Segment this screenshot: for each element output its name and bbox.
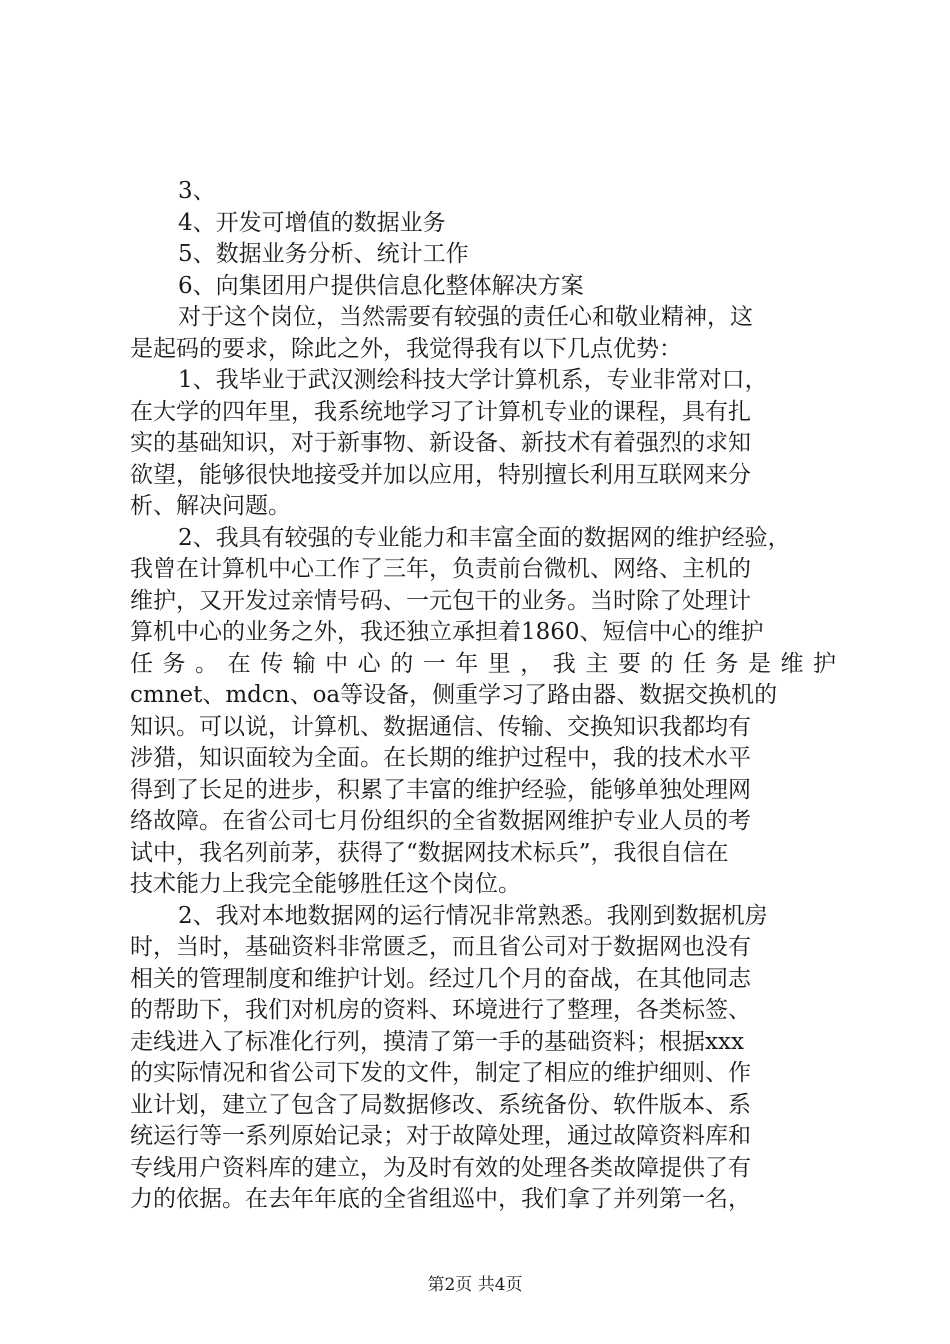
text-line: 的实际情况和省公司下发的文件，制定了相应的维护细则、作 [130, 1060, 751, 1086]
text-line: 算机中心的业务之外，我还独立承担着1860、短信中心的维护 [130, 619, 764, 645]
text-line: 6、向集团用户提供信息化整体解决方案 [178, 272, 584, 299]
text-line: 1、我毕业于武汉测绘科技大学计算机系，专业非常对口， [178, 367, 768, 393]
text-line: 2、我对本地数据网的运行情况非常熟悉。我刚到数据机房 [178, 902, 768, 929]
text-line: 统运行等一系列原始记录；对于故障处理，通过故障资料库和 [130, 1123, 751, 1149]
text-line: 5、数据业务分析、统计工作 [178, 241, 469, 267]
text-line: 知识。可以说，计算机、数据通信、传输、交换知识我都均有 [130, 713, 751, 740]
text-line: 欲望，能够很快地接受并加以应用，特别擅长利用互联网来分 [130, 461, 751, 488]
text-line: cmnet、mdcn、oa等设备，侧重学习了路由器、数据交换机的 [130, 682, 778, 708]
text-line: 专线用户资料库的建立，为及时有效的处理各类故障提供了有 [130, 1154, 751, 1181]
text-line: 维护，又开发过亲情号码、一元包干的业务。当时除了处理计 [130, 587, 751, 614]
text-line: 实的基础知识，对于新事物、新设备、新技术有着强烈的求知 [130, 430, 751, 456]
text-line: 相关的管理制度和维护计划。经过几个月的奋战，在其他同志 [130, 965, 751, 992]
text-line: 析、解决问题。 [130, 493, 291, 519]
text-line: 业计划，建立了包含了局数据修改、系统备份、软件版本、系 [130, 1091, 751, 1118]
text-line: 2、我具有较强的专业能力和丰富全面的数据网的维护经验， [178, 524, 791, 551]
text-line: 走线进入了标准化行列，摸清了第一手的基础资料；根据xxx [130, 1028, 744, 1055]
text-line: 试中，我名列前茅，获得了“数据网技术标兵”，我很自信在 [130, 839, 729, 866]
text-line: 技术能力上我完全能够胜任这个岗位。 [130, 871, 521, 897]
document-body [130, 176, 836, 1216]
text-line: 涉猎，知识面较为全面。在长期的维护过程中，我的技术水平 [130, 745, 751, 771]
text-line: 任务。在传输中心的一年里，我主要的任务是维护 [130, 650, 836, 677]
text-line: 时，当时，基础资料非常匮乏，而且省公司对于数据网也没有 [130, 934, 751, 960]
page-footer: 第2页 共4页 [427, 1275, 523, 1295]
text-line: 4、开发可增值的数据业务 [178, 209, 446, 236]
text-line: 3、 [178, 178, 216, 204]
text-line: 力的依据。在去年年底的全省组巡中，我们拿了并列第一名， [130, 1186, 751, 1212]
text-line: 络故障。在省公司七月份组织的全省数据网维护专业人员的考 [130, 808, 751, 834]
text-line: 我曾在计算机中心工作了三年，负责前台微机、网络、主机的 [130, 556, 751, 582]
text-line: 的帮助下，我们对机房的资料、环境进行了整理，各类标签、 [130, 997, 751, 1023]
text-line: 得到了长足的进步，积累了丰富的维护经验，能够单独处理网 [130, 776, 751, 803]
text-line: 对于这个岗位，当然需要有较强的责任心和敬业精神，这 [178, 304, 753, 330]
text-line: 在大学的四年里，我系统地学习了计算机专业的课程，具有扎 [130, 398, 751, 425]
text-line: 是起码的要求，除此之外，我觉得我有以下几点优势： [130, 335, 682, 362]
